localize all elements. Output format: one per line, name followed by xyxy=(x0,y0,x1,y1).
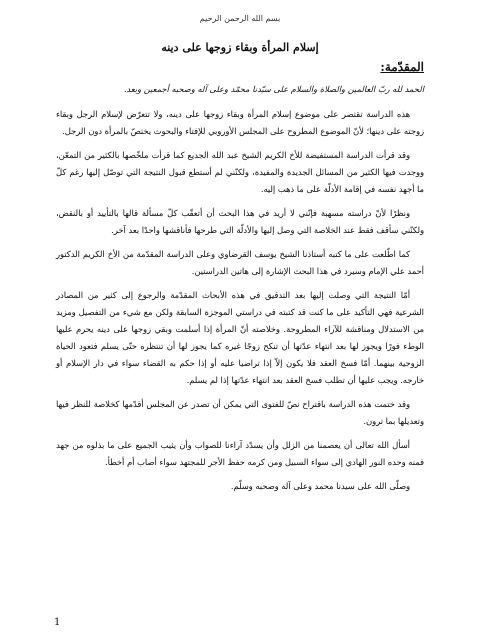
document-title: إسلام المرأة وبقاء زوجها على دينه xyxy=(161,41,319,54)
paragraph-7: أسأل الله تعالى أن يعصمنا من الزلل وأن يسدّد آراءنا للصواب وأن يثيب الجميع على ما بذلوه من جهد فمنه وحده النور الهادي إلى سواء السبيل ومن كرمه حفظ الأجر للمجتهد سواء أصاب أم أخطأ. xyxy=(56,440,424,467)
paragraph-8: وصلّى الله على سيدنا محمد وعلى آله وصحبه وسلّم. xyxy=(230,481,410,491)
opening-praise: الحمد لله ربّ العالمين والصلاة والسلام على سيّدنا محمّد وعلى آله وصحبه أجمعين وبعد. xyxy=(123,84,424,94)
paragraph-3: ونظرًا لأنّ دراسته مسهبة فإنّني لا أريد في هذا البحث أن أتعقّب كلّ مسألة قالها بالتأييد أو بالنقض، ولكنّني سأقف فقط عند الخلاصة التي وصل إليها والأدلّة التي طرحها فأناقشها واحدًا بعد آخر. xyxy=(56,208,424,235)
page-number: 1 xyxy=(54,617,61,628)
paragraph-5: أمّا النتيجة التي وصلت إليها بعد التدقيق في هذه الأبحاث المقدّمة والرجوع إلى كثير من المصادر الشرعية فهي التأكيد على ما كنت قد كتبته في دراستي الموجزة السابقة ولكن مع شيء من التفصيل ومزيد من الاستدلال ومناقشة للآراء المطروحة. وخلاصته أنّ المرأة إذا أسلمت وبقي زوجها على دينه يحرم عليها الوطء فورًا ويجوز لها بعد انتهاء عدّتها أن تنكح زوجًا غيره كما يجوز لها أن تنتظره حتّى يسلم فتعود الحياة الزوجية بينهما. أمّا فسخ العقد فلا يكون إلاّ إذا تراضيا عليه أو إذا حكم به القضاء سواء في دار الإسلام أو خارجه. ويجب عليها أن تطلب فسخ العقد بعد انتهاء عدّتها إذا لم يسلم. xyxy=(56,290,424,385)
basmala-header: بسم الله الرحمن الرحيم xyxy=(199,14,281,23)
document-body xyxy=(56,81,424,502)
paragraph-6: وقد ختمت هذه الدراسة باقتراح نصّ للفتوى التي يمكن أن تصدر عن المجلس أقدّمها كخلاصة للنظر فيها وتعديلها بما ترون. xyxy=(56,399,424,426)
section-heading: المقدّمة: xyxy=(380,60,424,74)
paragraph-2: وقد قرأت الدراسة المستفيضة للأخ الكريم الشيخ عبد الله الجديع كما قرأت ملخّصها بالكثير من التمعّن، ووجدت فيها الكثير من المسائل الجديدة والمفيدة، ولكنّني لم أستطع قبول النتيجة التي توصّل إليها رغم كلّ ما أجهد نفسه في إقامة الأدلّة على ما ذهب إليه. xyxy=(56,150,424,194)
paragraph-1: هذه الدراسة تقتصر على موضوع إسلام المرأة وبقاء زوجها على دينه، ولا تتعرّض لإسلام الرجل وبقاء زوجته على دينها؛ لأنّ الموضوع المطروح على المجلس الأوروبي للإفتاء والبحوث يختصّ بالمرأة دون الرجل. xyxy=(56,109,424,136)
paragraph-4: كما اطّلعت على ما كتبه أستاذنا الشيخ يوسف القرضاوي وعلى الدراسة المقدّمة من الأخ الكريم الدكتور أحمد علي الإمام وسيرد في هذا البحث الإشارة إلى هاتين الدراستين. xyxy=(56,249,424,276)
